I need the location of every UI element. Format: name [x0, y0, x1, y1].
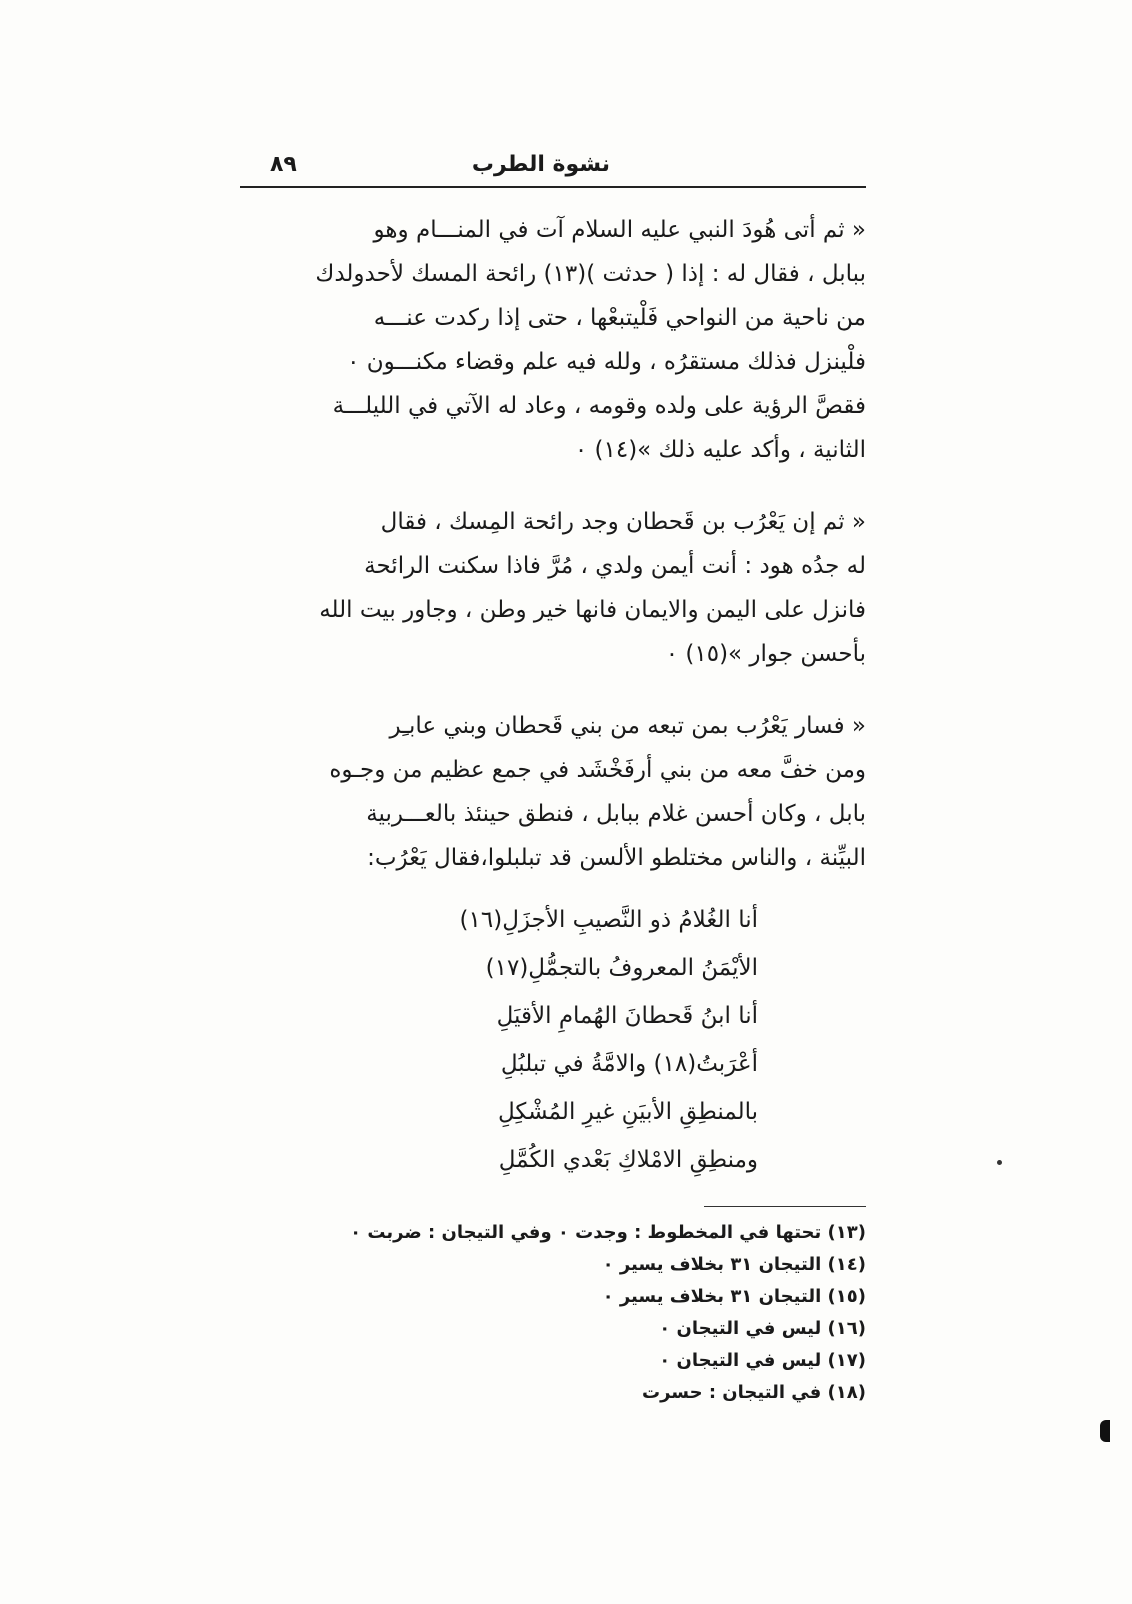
paragraph — [240, 500, 866, 676]
poem-verse: أنا الغُلامُ ذو النَّصيبِ الأجزَلِ(١٦) — [459, 907, 758, 933]
text-line: ومن خفَّ معه من بني أرفَخْشَد في جمع عظيم من وجـوه — [329, 757, 866, 783]
text-line: « ثم إن يَعْرُب بن قَحطان وجد رائحة المِسك ، فقال — [380, 509, 866, 535]
footnote: (١٥) التيجان ٣١ بخلاف يسير ٠ — [602, 1286, 866, 1307]
text-line: فلْينزل فذلك مستقرُه ، ولله فيه علم وقضاء مكنـــون ٠ — [347, 349, 866, 375]
footnote: (١٦) ليس في التيجان ٠ — [659, 1318, 866, 1339]
paragraph — [240, 208, 866, 472]
poem — [240, 896, 758, 1184]
text-line: له جدُه هود : أنت أيمن ولدي ، مُرَّ فاذا سكنت الرائحة — [364, 553, 866, 579]
footnote-divider — [704, 1206, 866, 1207]
book-page — [240, 150, 866, 1409]
footnote: (١٧) ليس في التيجان ٠ — [659, 1350, 866, 1371]
footnote: (١٣) تحتها في المخطوط : وجدت ٠ وفي التيجان : ضربت ٠ — [350, 1222, 866, 1243]
poem-verse: الأيْمَنُ المعروفُ بالتجمُّلِ(١٧) — [485, 955, 758, 981]
text-line: فانزل على اليمن والايمان فانها خير وطن ، وجاور بيت الله — [319, 597, 866, 623]
scan-speck — [997, 1160, 1002, 1165]
text-line: من ناحية من النواحي فَلْيتبعْها ، حتى إذا ركدت عنـــه — [373, 305, 866, 331]
poem-verse: ومنطِقِ الامْلاكِ بَعْدي الكُمَّلِ — [498, 1147, 758, 1173]
footnote: (١٨) في التيجان : حسرت — [642, 1382, 866, 1403]
text-line: الثانية ، وأكد عليه ذلك »(١٤) ٠ — [574, 437, 866, 463]
text-line: « فسار يَعْرُب بمن تبعه من بني قَحطان وبني عابـِر — [389, 713, 866, 739]
footnotes — [240, 1217, 866, 1409]
text-line: فقصَّ الرؤية على ولده وقومه ، وعاد له الآتي في الليلـــة — [332, 393, 866, 419]
scan-edge-mark — [1100, 1420, 1110, 1442]
poem-verse: بالمنطِقِ الأبيَنِ غيرِ المُشْكِلِ — [498, 1099, 758, 1125]
text-line: « ثم أتى هُودَ النبي عليه السلام آت في المنـــام وهو — [373, 217, 866, 243]
text-line: ببابل ، فقال له : إذا ( حدثت )(١٣) رائحة المسك لأحدولدك — [315, 261, 866, 287]
poem-verse: أنا ابنُ قَحطانَ الهُمامِ الأقيَلِ — [496, 1003, 758, 1029]
poem-verse: أعْرَبتُ(١٨) والامَّةُ في تبلبُلِ — [500, 1051, 758, 1077]
text-line: البيِّنة ، والناس مختلطو الألسن قد تبلبلوا،فقال يَعْرُب: — [367, 845, 866, 871]
text-line: بأحسن جوار »(١٥) ٠ — [665, 641, 866, 667]
page-number: ٨٩ — [270, 152, 297, 177]
footnote: (١٤) التيجان ٣١ بخلاف يسير ٠ — [602, 1254, 866, 1275]
paragraph — [240, 704, 866, 880]
running-header — [240, 150, 866, 188]
text-line: بابل ، وكان أحسن غلام ببابل ، فنطق حينئذ بالعـــربية — [366, 801, 866, 827]
page-title: نشوة الطرب — [471, 152, 610, 177]
